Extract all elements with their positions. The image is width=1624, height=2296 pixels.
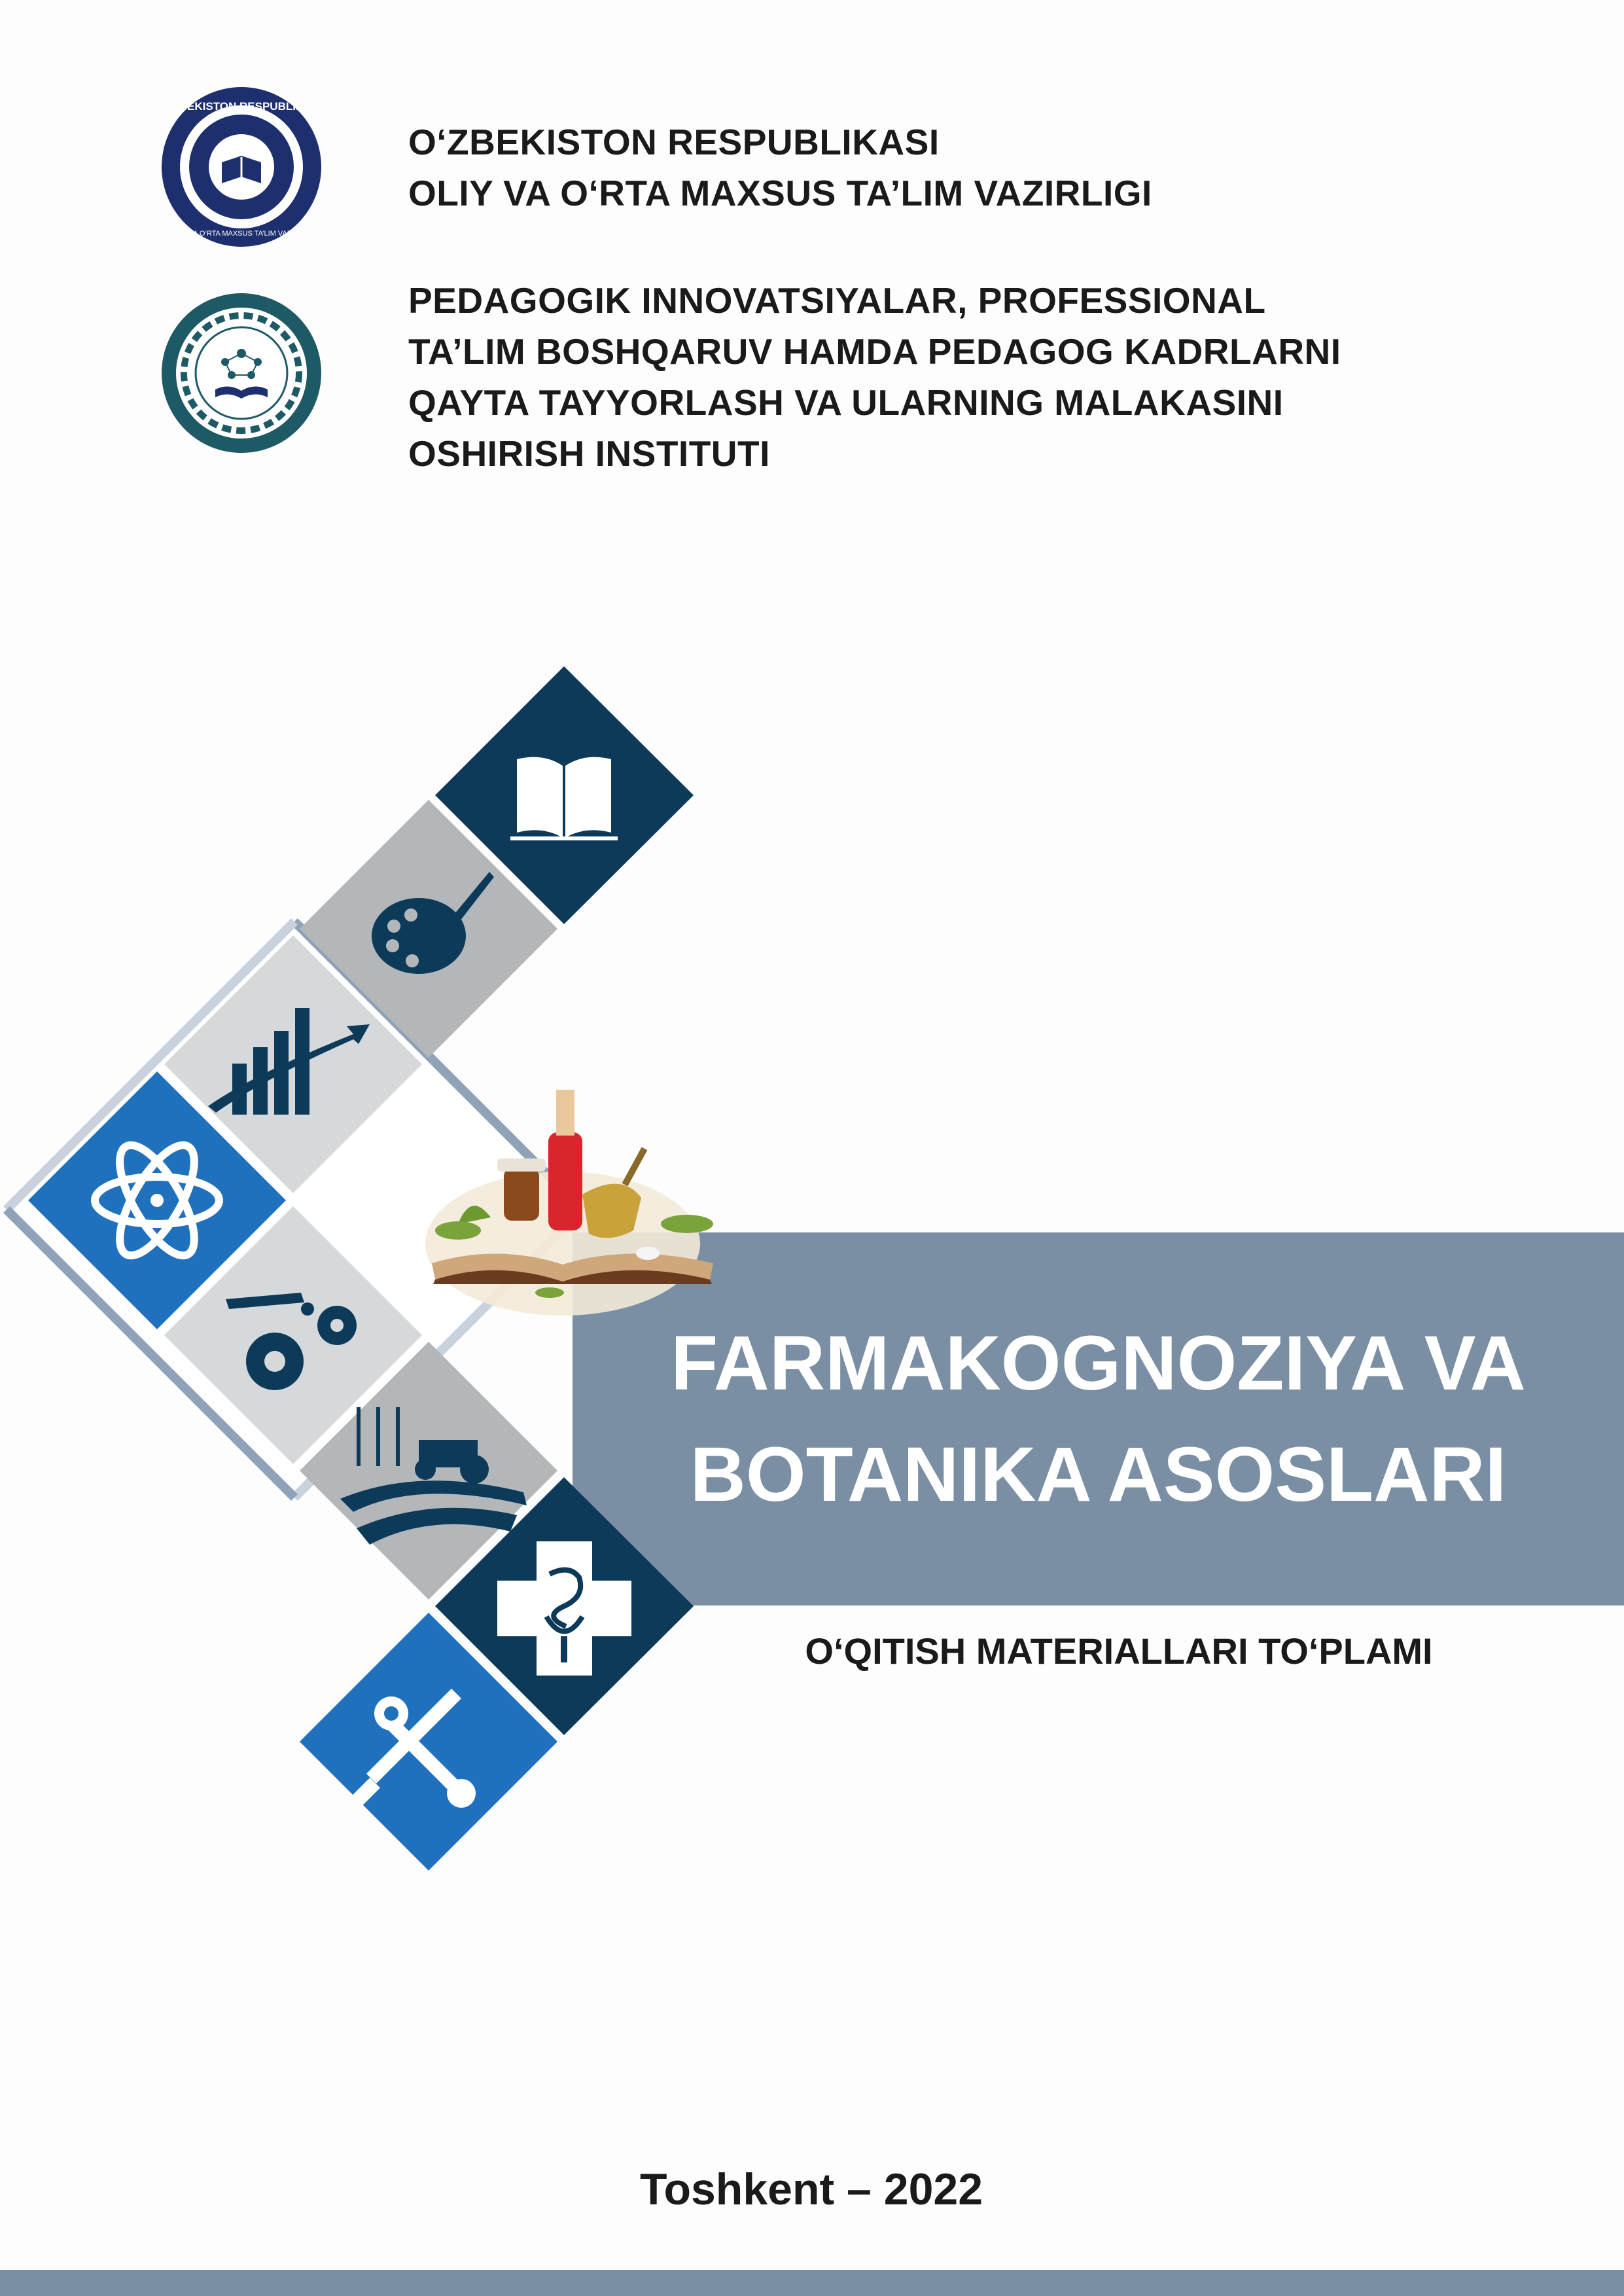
institute-line: QAYTA TAYYORLASH VA ULARNING MALAKASINI <box>408 382 1284 423</box>
institute-line: TA’LIM BOSHQARUV HAMDA PEDAGOG KADRLARNI <box>408 331 1341 372</box>
bottom-bar <box>0 2270 1624 2296</box>
ministry-line: O‘ZBEKISTON RESPUBLIKASI <box>408 122 940 162</box>
book-subtitle: O‘QITISH MATERIALLARI TO‘PLAMI <box>805 1630 1433 1672</box>
institute-line: PEDAGOGIK INNOVATSIYALAR, PROFESSIONAL <box>408 280 1266 321</box>
book-title-line: BOTANIKA ASOSLARI <box>690 1431 1507 1518</box>
ministry-name <box>408 117 1152 219</box>
place-and-year: Toshkent – 2022 <box>639 2164 983 2214</box>
svg-text:O‘ZBEKISTON RESPUBLIKASI: O‘ZBEKISTON RESPUBLIKASI <box>160 100 323 113</box>
book-title-line: FARMAKOGNOZIYA VA <box>671 1320 1526 1407</box>
ministry-seal-logo <box>160 85 323 249</box>
svg-text:OLIY VA O‘RTA MAXSUS TA’LIM VA: OLIY VA O‘RTA MAXSUS TA’LIM VAZIRLIGI <box>170 230 313 238</box>
institute-line: OSHIRISH INSTITUTI <box>408 433 770 474</box>
ministry-line: OLIY VA O‘RTA MAXSUS TA’LIM VAZIRLIGI <box>408 173 1152 213</box>
institute-seal-logo <box>160 291 323 455</box>
institute-name <box>408 275 1341 479</box>
cover-artwork <box>0 648 877 1905</box>
